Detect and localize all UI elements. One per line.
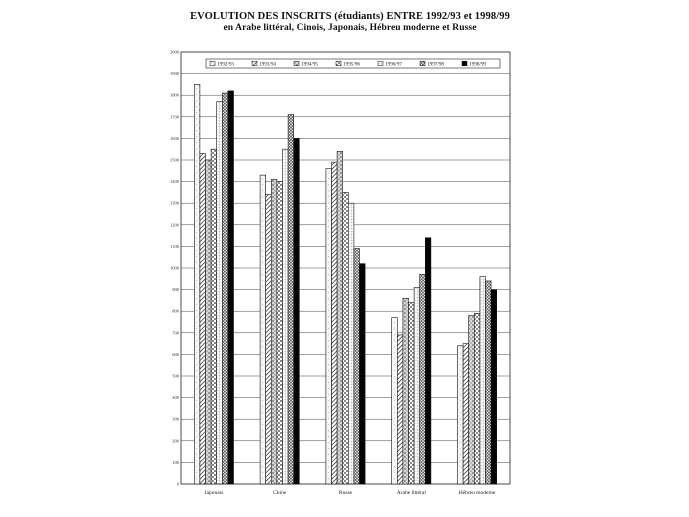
bar-1994-95-4 <box>469 316 475 484</box>
bar-1993-94-2 <box>332 162 338 484</box>
bar-1998-99-4 <box>491 290 497 484</box>
bar-1995-96-3 <box>409 303 415 484</box>
x-category-label: Arabe littéral <box>396 490 426 496</box>
bar-1998-99-3 <box>425 238 431 484</box>
bar-1995-96-4 <box>474 313 480 484</box>
y-tick-label: 100 <box>172 459 179 465</box>
y-tick-label: 1100 <box>170 243 179 249</box>
bar-1997-98-4 <box>486 281 492 484</box>
x-category-label: Hébreu moderne <box>458 490 496 496</box>
legend-swatch <box>420 61 425 65</box>
x-category-label: Russe <box>338 490 353 496</box>
legend-swatch <box>336 61 341 65</box>
legend-label: 1992/93 <box>217 61 235 68</box>
legend-label: 1997/98 <box>427 61 445 68</box>
legend-swatch <box>210 61 215 65</box>
legend-label: 1993/94 <box>259 61 277 68</box>
bar-1995-96-2 <box>343 192 349 484</box>
chart-title: EVOLUTION DES INSCRITS (étudiants) ENTRE 1992/93 et 1998/99 <box>190 11 510 22</box>
y-tick-label: 500 <box>172 373 179 379</box>
bar-1997-98-0 <box>222 93 228 484</box>
y-tick-label: 1000 <box>170 265 179 271</box>
y-tick-label: 1900 <box>170 71 179 77</box>
bar-1992-93-0 <box>194 84 200 484</box>
bar-1992-93-3 <box>392 318 398 484</box>
y-tick-label: 1400 <box>170 179 179 185</box>
bar-1996-97-4 <box>480 277 486 484</box>
bar-1996-97-0 <box>217 102 223 484</box>
bar-1998-99-2 <box>360 264 366 484</box>
bar-1993-94-3 <box>397 335 403 484</box>
bar-1994-95-0 <box>206 160 212 484</box>
y-tick-label: 800 <box>172 308 179 314</box>
bar-1992-93-1 <box>260 175 266 484</box>
y-tick-label: 700 <box>172 330 179 336</box>
legend-label: 1995/96 <box>343 61 361 68</box>
y-tick-label: 1800 <box>170 92 179 98</box>
bar-1996-97-2 <box>348 203 354 484</box>
bar-1996-97-3 <box>414 287 420 484</box>
y-tick-label: 600 <box>172 351 179 357</box>
y-tick-label: 0 <box>176 481 179 487</box>
y-tick-label: 1200 <box>170 222 179 228</box>
y-tick-label: 1700 <box>170 114 179 120</box>
legend-label: 1994/95 <box>301 61 319 68</box>
bar-1992-93-2 <box>326 169 332 484</box>
bar-1998-99-1 <box>294 138 300 484</box>
legend-swatch <box>462 61 467 65</box>
y-tick-label: 2000 <box>170 49 179 55</box>
y-tick-label: 300 <box>172 416 179 422</box>
bar-1996-97-1 <box>283 149 289 484</box>
y-tick-label: 1600 <box>170 135 179 141</box>
chart-subtitle: en Arabe littéral, Cinois, Japonais, Hébreu moderne et Russe <box>223 23 477 33</box>
y-tick-label: 1300 <box>170 200 179 206</box>
legend-swatch <box>252 61 257 65</box>
x-category-label: Chine <box>273 490 287 496</box>
legend-label: 1998/99 <box>469 61 487 68</box>
legend-label: 1996/97 <box>385 61 403 68</box>
bar-1995-96-0 <box>211 149 217 484</box>
bar-1994-95-1 <box>271 179 277 484</box>
bar-1998-99-0 <box>228 91 234 484</box>
legend-swatch <box>378 61 383 65</box>
x-category-label: Japonais <box>204 490 224 496</box>
bar-1997-98-2 <box>354 249 360 484</box>
bar-1993-94-0 <box>200 154 206 484</box>
bar-1993-94-4 <box>463 344 469 484</box>
y-tick-label: 900 <box>172 287 179 293</box>
bar-1994-95-3 <box>403 298 409 484</box>
legend-swatch <box>294 61 299 65</box>
bar-1997-98-1 <box>288 115 294 484</box>
bar-1995-96-1 <box>277 182 283 484</box>
bar-1997-98-3 <box>420 274 426 484</box>
bar-1992-93-4 <box>458 346 464 484</box>
y-tick-label: 1500 <box>170 157 179 163</box>
y-tick-label: 400 <box>172 395 179 401</box>
bar-1993-94-1 <box>266 195 272 484</box>
bar-1994-95-2 <box>337 151 343 484</box>
y-tick-label: 200 <box>172 438 179 444</box>
